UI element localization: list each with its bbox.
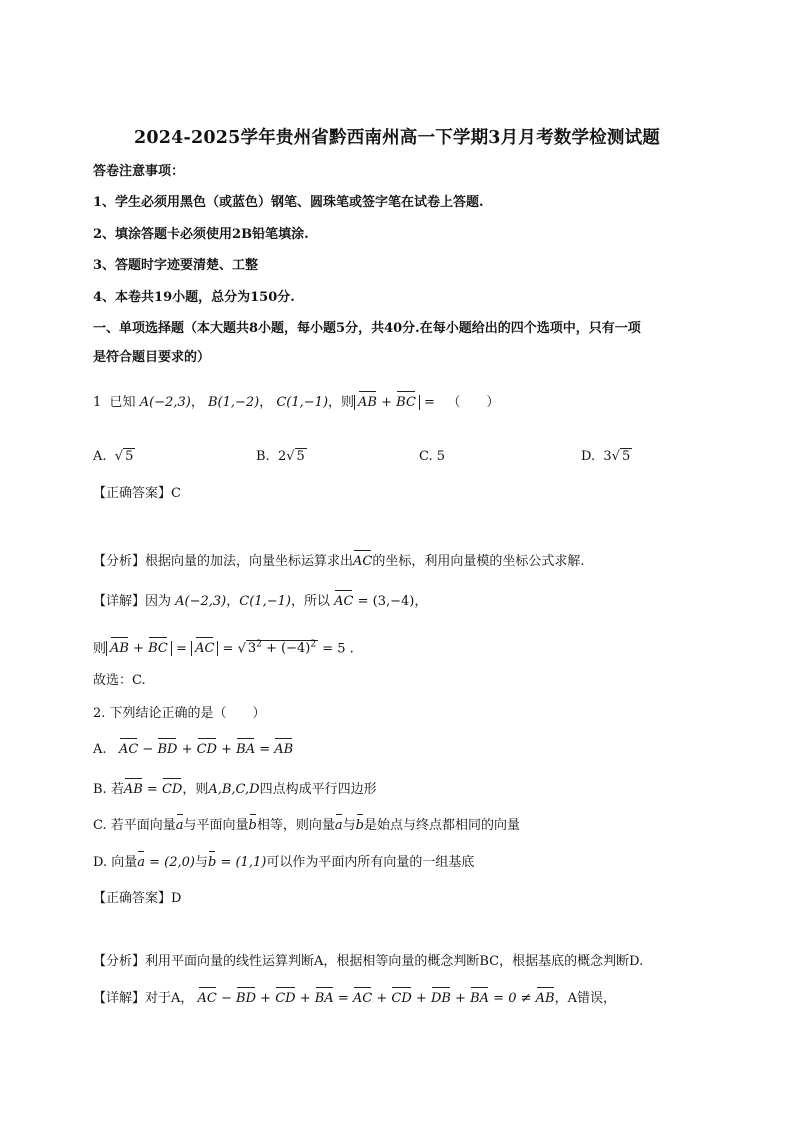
note-item: 4、本卷共19小题，总分为150分. [93,290,295,305]
q2-option-a: A. AC − BD + CD + BA = AB [93,740,293,760]
q1-calculation: 则 AB + BC = AC = √ $3^2 + (-4)^2 = 5$ . [93,635,354,659]
vector-sum-magnitude: AB + BC [354,395,420,410]
stem-text: 已知 [109,395,136,410]
q1-answer: 【正确答案】C [93,486,181,501]
answer-parentheses: （ ） [447,395,500,410]
option-d: D. 3√ 5 [581,449,631,464]
option-a: A. √ 5 [93,449,134,464]
question-2-stem: 2. 下列结论正确的是（ ） [93,706,266,721]
stem-then: ，则 [328,395,355,410]
section-heading-cont: 是符合题目要求的） [93,350,211,365]
option-b: B. 2√ 5 [256,449,305,464]
q2-analysis: 【分析】利用平面向量的线性运算判断A，根据相等向量的概念判断BC，根据基底的概念判断D. [93,954,644,969]
q2-option-b: B. 若AB = CD，则A,B,C,D四点构成平行四边形 [93,780,377,800]
question-number: 1 [93,395,102,410]
point-c: C(1,−1) [276,395,329,410]
question-1-stem: 1 已知 A(−2,3)， B(1,−2)， C(1,−1)，则 AB + BC = （ ） [93,393,499,413]
note-item: 3、答题时字迹要清楚、工整 [93,258,259,273]
q2-detail: 【详解】对于A， AC − BD + CD + BA = AC + CD + DB + BA = 0 ≠ AB，A错误， [93,989,616,1009]
option-c: C. 5 [419,449,446,464]
section-heading: 一、单项选择题（本大题共8小题，每小题5分，共40分.在每小题给出的四个选项中，只有一项 [93,321,641,336]
note-item: 2、填涂答题卡必须使用2B铅笔填涂. [93,227,309,242]
q2-answer: 【正确答案】D [93,891,182,906]
point-a: A(−2,3) [139,395,191,410]
notes-heading: 答卷注意事项： [93,164,185,179]
q2-option-c: C. 若平面向量a与平面向量b相等，则向量a与b是始点与终点都相同的向量 [93,816,520,836]
q2-option-d: D. 向量a = (2,0)与b = (1,1)可以作为平面内所有向量的一组基底 [93,853,474,873]
exam-title: 2024-2025学年贵州省黔西南州高一下学期3月月考数学检测试题 [134,128,660,148]
q1-detail: 【详解】因为 A(−2,3)，C(1,−1)，所以 AC = (3,−4)， [93,592,427,612]
q1-analysis: 【分析】根据向量的加法，向量坐标运算求出AC的坐标，利用向量模的坐标公式求解. [93,552,585,572]
note-item: 1、学生必须用黑色（或蓝色）钢笔、圆珠笔或签字笔在试卷上答题. [93,195,484,210]
q1-conclusion: 故选：C. [93,673,146,688]
point-b: B(1,−2) [207,395,260,410]
